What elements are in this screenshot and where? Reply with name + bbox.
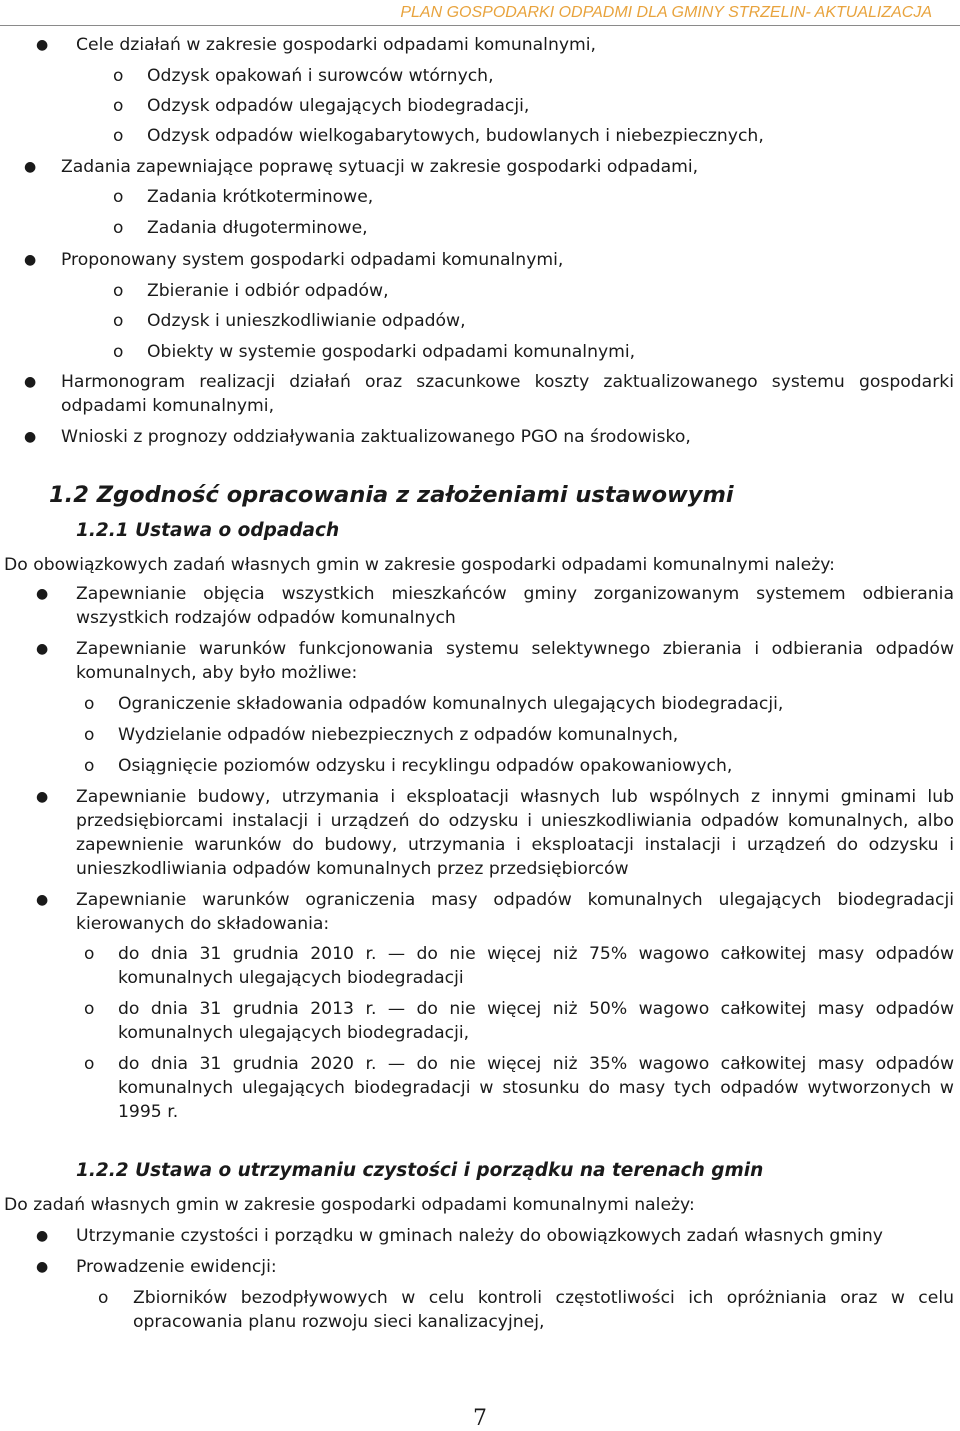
bullet-icon: ●	[24, 252, 37, 268]
header-rule	[0, 25, 960, 26]
list-item-line: do dnia 31 grudnia 2020 r. — do nie więcej niż 35% wagowo całkowitej masy odpadów	[118, 1054, 954, 1074]
list-item-line: Zbiorników bezodpływowych w celu kontroli częstotliwości ich opróżniania oraz w celu	[133, 1288, 954, 1308]
list-item-line: przedsiębiorcami instalacji i urządzeń do odzysku i unieszkodliwiania odpadów komunalnych, albo	[76, 811, 954, 831]
list-item: Zadania długoterminowe,	[147, 218, 368, 238]
circle-bullet-icon: o	[113, 281, 124, 301]
list-item: Wydzielanie odpadów niebezpiecznych z odpadów komunalnych,	[118, 725, 679, 745]
section-heading: 1.2 Zgodność opracowania z założeniami ustawowymi	[49, 482, 734, 508]
list-item-line: do dnia 31 grudnia 2013 r. — do nie więcej niż 50% wagowo całkowitej masy odpadów	[118, 999, 954, 1019]
list-item: Odzysk opakowań i surowców wtórnych,	[147, 66, 494, 86]
list-item: Zadania krótkoterminowe,	[147, 187, 374, 207]
circle-bullet-icon: o	[113, 187, 124, 207]
bullet-icon: ●	[24, 429, 37, 445]
list-item-line: zapewnienie warunków do budowy, utrzymania i eksploatacji instalacji i urządzeń do odzysku i	[76, 835, 954, 855]
list-item-line: komunalnych ulegających biodegradacji,	[118, 1023, 470, 1043]
list-item-line: Zapewnianie warunków funkcjonowania systemu selektywnego zbierania i odbierania odpadów	[76, 639, 954, 659]
bullet-icon: ●	[36, 789, 49, 805]
circle-bullet-icon: o	[98, 1288, 109, 1308]
list-item: Odzysk odpadów ulegających biodegradacji,	[147, 96, 530, 116]
header-title: PLAN GOSPODARKI ODPADMI DLA GMINY STRZELIN- AKTUALIZACJA	[400, 4, 932, 21]
circle-bullet-icon: o	[84, 999, 95, 1019]
list-item-line: odpadami komunalnymi,	[61, 396, 275, 416]
bullet-icon: ●	[36, 892, 49, 908]
subsection-heading: 1.2.1 Ustawa o odpadach	[76, 520, 340, 541]
circle-bullet-icon: o	[84, 944, 95, 964]
list-item: Wnioski z prognozy oddziaływania zaktualizowanego PGO na środowisko,	[61, 427, 691, 447]
list-item-line: wszystkich rodzajów odpadów komunalnych	[76, 608, 456, 628]
list-item: Proponowany system gospodarki odpadami komunalnymi,	[61, 250, 564, 270]
circle-bullet-icon: o	[84, 725, 95, 745]
list-item-line: komunalnych, aby było możliwe:	[76, 663, 358, 683]
list-item-line: unieszkodliwiania odpadów komunalnych przez przedsiębiorców	[76, 859, 629, 879]
list-item: Utrzymanie czystości i porządku w gminach należy do obowiązkowych zadań własnych gminy	[76, 1226, 883, 1246]
bullet-icon: ●	[36, 586, 49, 602]
list-item: Prowadzenie ewidencji:	[76, 1257, 277, 1277]
list-item: Cele działań w zakresie gospodarki odpadami komunalnymi,	[76, 35, 596, 55]
circle-bullet-icon: o	[113, 311, 124, 331]
bullet-icon: ●	[36, 1228, 49, 1244]
circle-bullet-icon: o	[113, 218, 124, 238]
subsection-heading: 1.2.2 Ustawa o utrzymaniu czystości i porządku na terenach gmin	[76, 1160, 764, 1181]
circle-bullet-icon: o	[113, 126, 124, 146]
circle-bullet-icon: o	[113, 96, 124, 116]
list-item: Zadania zapewniające poprawę sytuacji w zakresie gospodarki odpadami,	[61, 157, 699, 177]
list-item: Odzysk i unieszkodliwianie odpadów,	[147, 311, 466, 331]
list-item-line: kierowanych do składowania:	[76, 914, 330, 934]
bullet-icon: ●	[24, 374, 37, 390]
list-item-line: opracowania planu rozwoju sieci kanalizacyjnej,	[133, 1312, 545, 1332]
circle-bullet-icon: o	[113, 342, 124, 362]
page-number: 7	[473, 1406, 487, 1431]
paragraph: Do zadań własnych gmin w zakresie gospodarki odpadami komunalnymi należy:	[4, 1195, 695, 1215]
list-item: Osiągnięcie poziomów odzysku i recyklingu odpadów opakowaniowych,	[118, 756, 733, 776]
list-item-line: do dnia 31 grudnia 2010 r. — do nie więcej niż 75% wagowo całkowitej masy odpadów	[118, 944, 954, 964]
list-item-line: Zapewnianie warunków ograniczenia masy odpadów komunalnych ulegających biodegradacji	[76, 890, 954, 910]
list-item-line: Zapewnianie objęcia wszystkich mieszkańców gminy zorganizowanym systemem odbierania	[76, 584, 954, 604]
circle-bullet-icon: o	[84, 694, 95, 714]
bullet-icon: ●	[24, 159, 37, 175]
bullet-icon: ●	[36, 1259, 49, 1275]
list-item-line: komunalnych ulegających biodegradacji w stosunku do masy tych odpadów wytworzonych w	[118, 1078, 954, 1098]
circle-bullet-icon: o	[113, 66, 124, 86]
list-item: Ograniczenie składowania odpadów komunalnych ulegających biodegradacji,	[118, 694, 784, 714]
page-header	[0, 0, 960, 26]
bullet-icon: ●	[36, 37, 49, 53]
list-item-line: 1995 r.	[118, 1102, 179, 1122]
circle-bullet-icon: o	[84, 756, 95, 776]
list-item: Odzysk odpadów wielkogabarytowych, budowlanych i niebezpiecznych,	[147, 126, 764, 146]
list-item: Zbieranie i odbiór odpadów,	[147, 281, 389, 301]
list-item: Obiekty w systemie gospodarki odpadami komunalnymi,	[147, 342, 636, 362]
paragraph: Do obowiązkowych zadań własnych gmin w zakresie gospodarki odpadami komunalnymi należy:	[4, 555, 835, 575]
circle-bullet-icon: o	[84, 1054, 95, 1074]
list-item-line: komunalnych ulegających biodegradacji	[118, 968, 464, 988]
list-item-line: Harmonogram realizacji działań oraz szacunkowe koszty zaktualizowanego systemu gospodarki	[61, 372, 954, 392]
bullet-icon: ●	[36, 641, 49, 657]
list-item-line: Zapewnianie budowy, utrzymania i eksploatacji własnych lub wspólnych z innymi gminami lub	[76, 787, 954, 807]
